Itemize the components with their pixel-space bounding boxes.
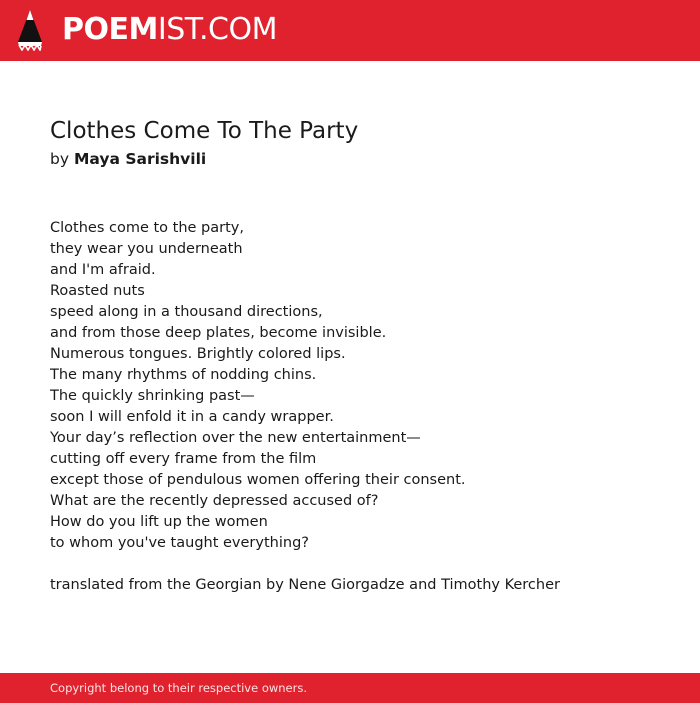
translation-note: translated from the Georgian by Nene Giorgadze and Timothy Kercher [50,577,560,593]
poem-line: What are the recently depressed accused of? [50,493,379,509]
poem-line: and from those deep plates, become invisible. [50,325,387,341]
poem-line: Clothes come to the party, [50,220,244,236]
by-label: by [50,150,70,168]
pencil-logo-icon[interactable] [16,9,44,51]
poem-line: The many rhythms of nodding chins. [50,367,317,383]
poem-line: Roasted nuts [50,283,145,299]
site-header [0,0,700,61]
poem-line: How do you lift up the women [50,514,268,530]
copyright-text: Copyright belong to their respective owners. [50,681,308,695]
poem-line: and I'm afraid. [50,262,156,278]
poem-line: except those of pendulous women offering their consent. [50,472,466,488]
author-name: Maya Sarishvili [73,150,207,168]
poem-line: soon I will enfold it in a candy wrapper. [50,409,334,425]
poem-line: they wear you underneath [50,241,243,257]
brand-light-text: IST.COM [157,12,277,47]
poem-byline [50,149,206,169]
poem-line: cutting off every frame from the film [50,451,317,467]
poem-line: to whom you've taught everything? [50,535,309,551]
brand-bold-text: POEM [62,12,158,47]
poem-line: speed along in a thousand directions, [50,304,323,320]
poem-line: Your day’s reflection over the new entertainment— [50,430,421,446]
site-footer [0,673,700,703]
site-logo-text[interactable] [62,12,277,48]
poem-line: Numerous tongues. Brightly colored lips. [50,346,346,362]
poem-body [50,218,670,554]
poem-line: The quickly shrinking past— [50,388,255,404]
poem-title: Clothes Come To The Party [50,118,359,144]
